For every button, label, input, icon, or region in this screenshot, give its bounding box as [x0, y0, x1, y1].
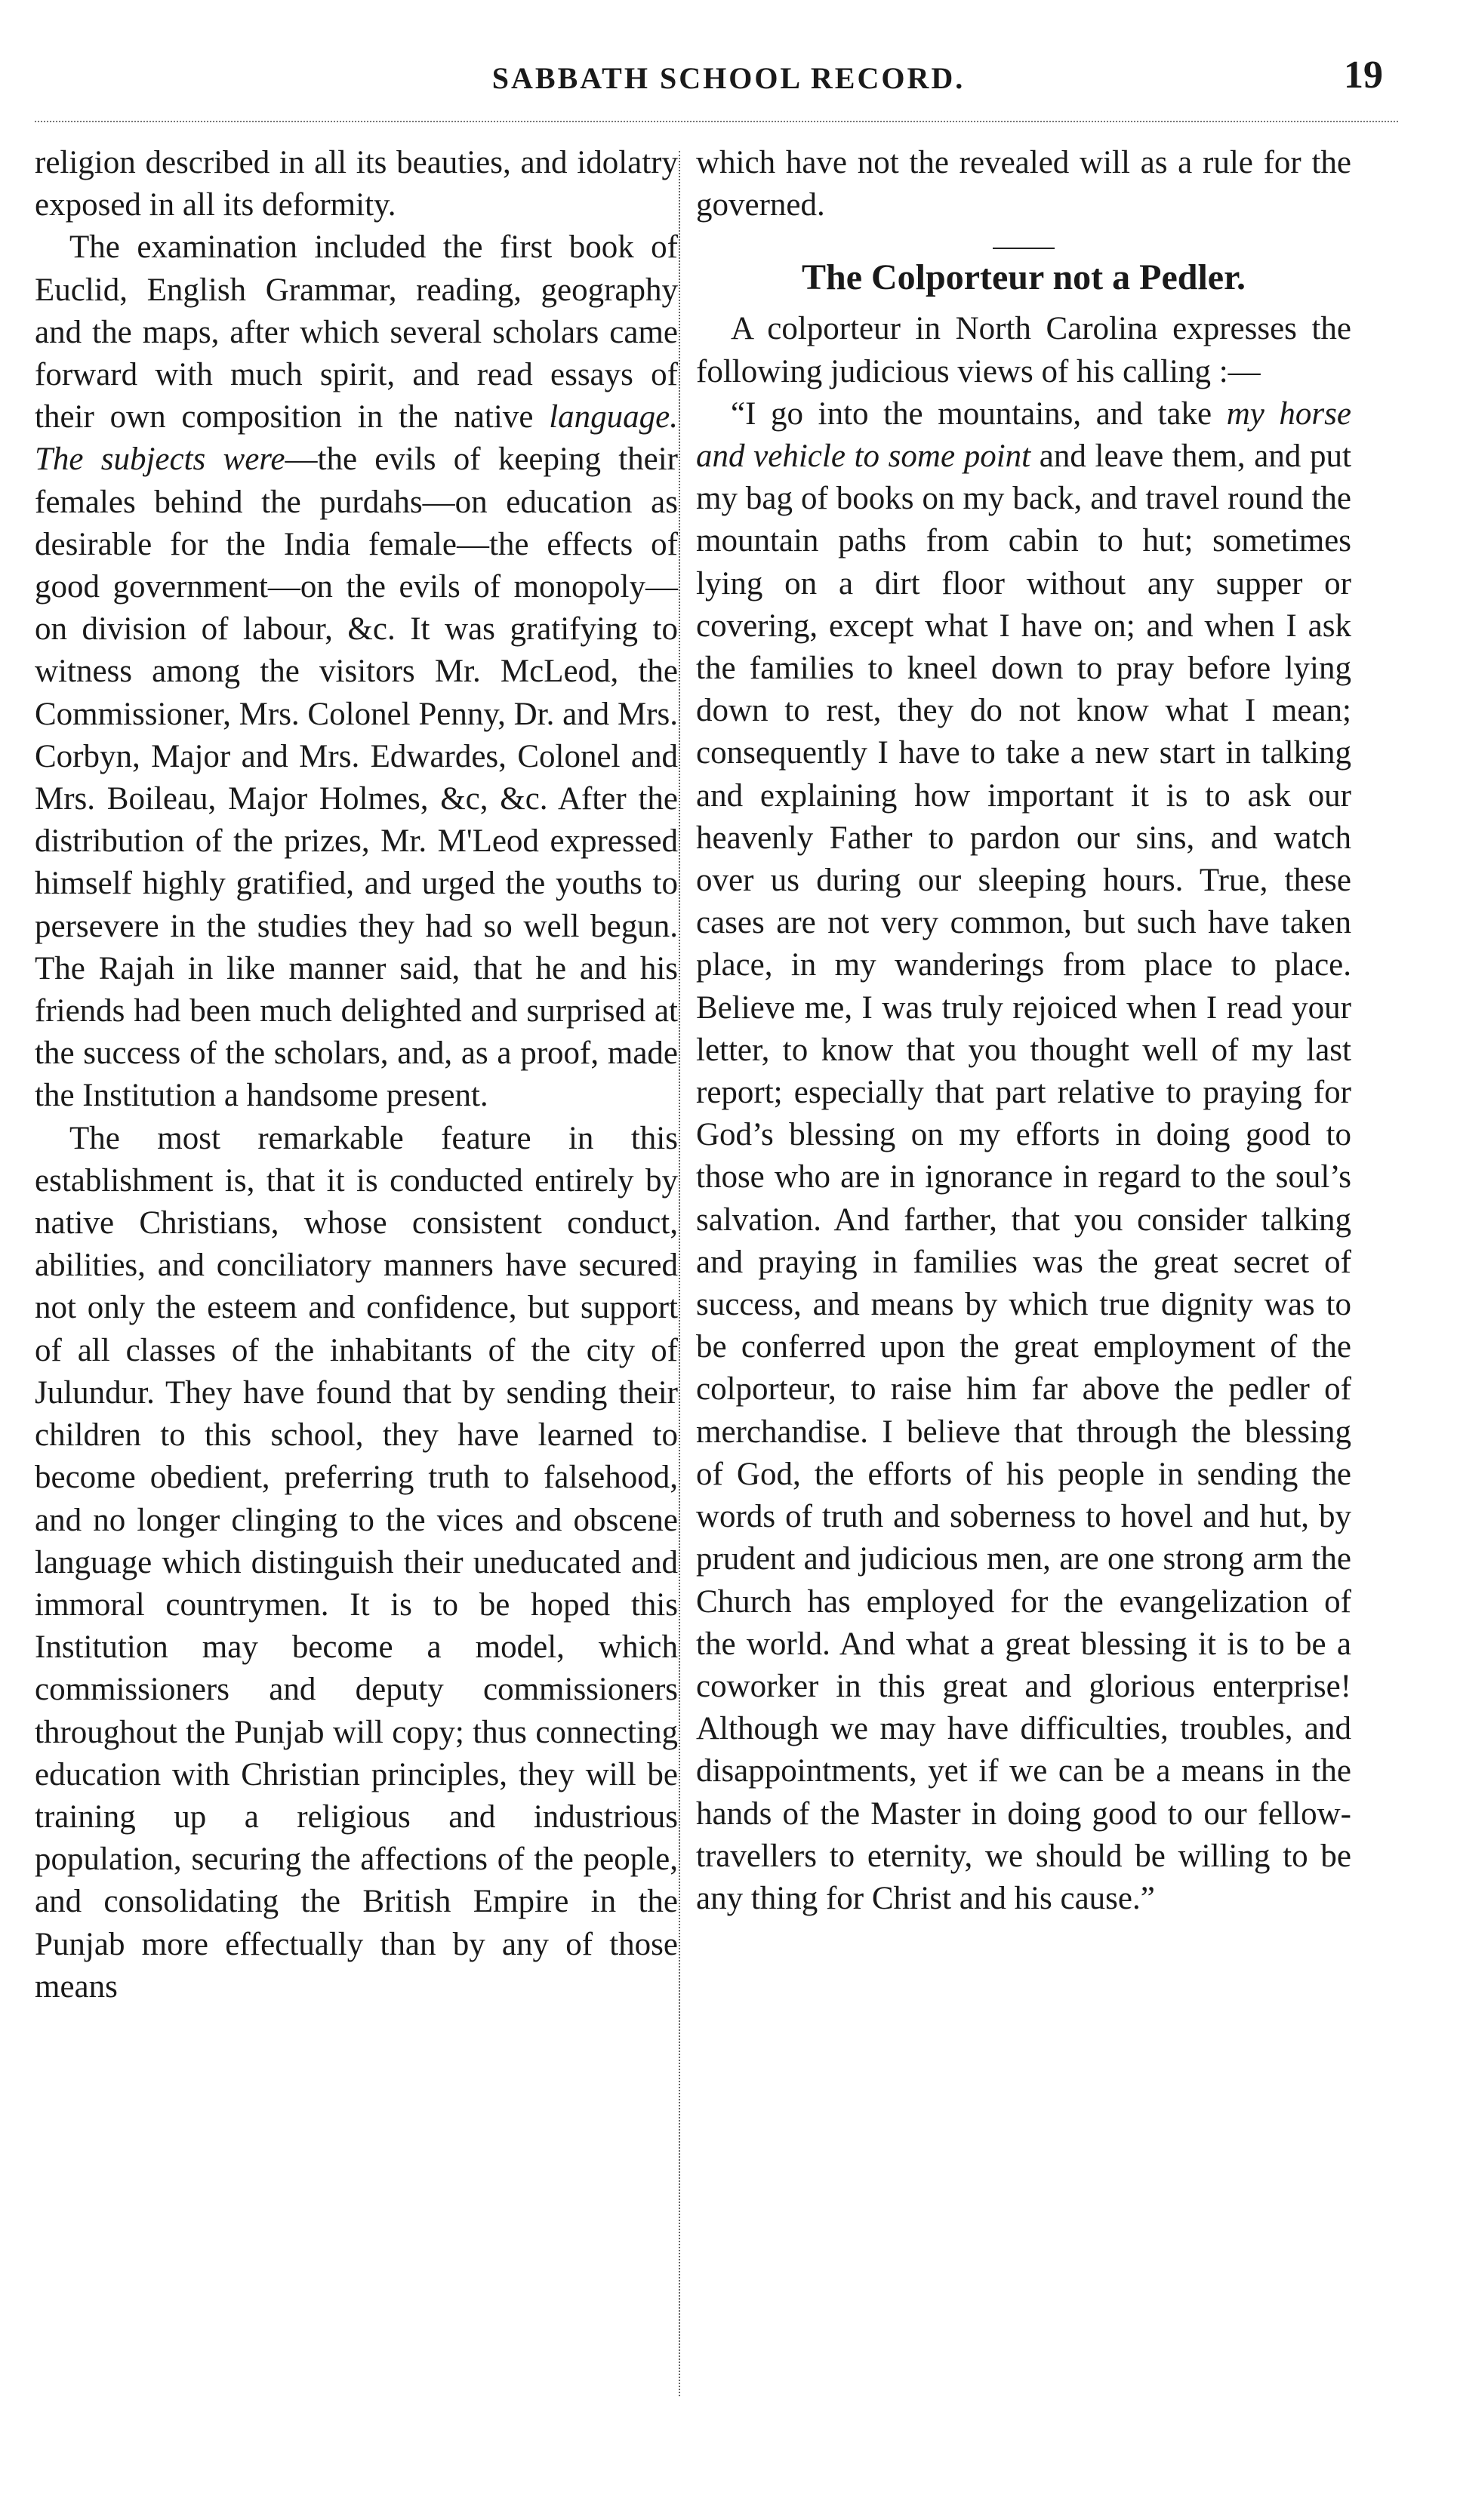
page-number: 19	[1344, 54, 1383, 97]
left-paragraph-2-italic: language. The subjects were	[35, 399, 678, 478]
article-heading: The Colporteur not a Pedler.	[802, 257, 1246, 298]
running-title: SABBATH SCHOOL RECORD.	[491, 61, 966, 95]
left-paragraph-3: The most remarkable feature in this establishment is, that it is conducted entirely by native Christians, whose consistent conduct, abilities, and conciliatory manners have secured not only the esteem and confidence, but support of all classes of the inhabitants of the city of Julundur. They have found that by sending their children to this school, they have learned to become obedient, preferring truth to falsehood, and no longer clinging to the vices and obscene language which distinguish their uneducated and immoral countrymen. It is to be hoped this Institution may become a model, which commissioners and deputy commissioners throughout the Punjab will copy; thus connecting education with Christian principles, they will be training up a religious and industrious population, securing the affections of the people, and consolidating the British Empire in the Punjab more effectually than by any of those means	[35, 1120, 678, 2005]
section-rule	[993, 248, 1055, 249]
running-header	[0, 53, 1457, 113]
right-paragraph-1: which have not the revealed will as a rule for the governed.	[696, 145, 1351, 223]
right-paragraph-3	[696, 393, 1351, 1920]
right-paragraph-3-text-c: and leave them, and put my bag of books on my back, and travel round the mountain paths from cabin to hut; sometimes lying on a dirt floor without any supper or covering, except what I have on; and when I ask the families to kneel down to pray before lying down to rest, they do not know what I mean; consequently I have to take a new start in talking and explaining how important it is to ask our heavenly Father to pardon our sins, and watch over us during our sleeping hours. True, these cases are not very common, but such have taken place, in my wanderings from place to place. Believe me, I was truly rejoiced when I read your letter, to know that you thought well of my last report; especially that part relative to praying for God’s blessing on my efforts in doing good to those who are in ignorance in regard to the soul’s salvation. And farther, that you consider talking and praying in families was the great secret of success, and means by which true dignity was to be conferred upon the great employment of the colporteur, to raise him far above the pedler of merchandise. I believe that through the blessing of God, the efforts of his people in sending the words of truth and soberness to hovel and hut, by prudent and judicious men, are one strong arm the Church has employed for the evangelization of the world. And what a great blessing it is to be a coworker in this great and glorious enterprise! Although we may have difficulties, troubles, and disappointments, yet if we can be a means in the hands of the Master in doing good to our fellow-travellers to eternity, we should be willing to be any thing for Christ and his cause.”	[696, 438, 1351, 1916]
left-paragraph-1: religion described in all its beauties, and idolatry exposed in all its deformity.	[35, 145, 678, 223]
header-rule	[35, 121, 1398, 122]
left-column	[35, 142, 678, 2008]
left-paragraph-2-text-c: —the evils of keeping their females behind the purdahs—on education as desirable for the India female—the effects of good government—on the evils of monopoly—on division of labour, &c. It was gratifying to witness among the visitors Mr. McLeod, the Commissioner, Mrs. Colonel Penny, Dr. and Mrs. Corbyn, Major and Mrs. Edwardes, Colonel and Mrs. Boileau, Major Holmes, &c, &c. After the distribution of the prizes, Mr. M'Leod expressed himself highly gratified, and urged the youths to persevere in the studies they had so well begun. The Rajah in like manner said, that he and his friends had been much delighted and surprised at the success of the scholars, and, as a proof, made the Institution a handsome present.	[35, 442, 679, 1114]
left-paragraph-2	[35, 226, 678, 1117]
left-paragraph-2-text-a: The examination included the first book of Euclid, English Grammar, reading, geography and the maps, after which several scholars came forward with much spirit, and read essays of their own composition in the native	[35, 229, 678, 435]
right-paragraph-3-text-a: “I go into the mountains, and take	[731, 395, 1227, 432]
right-paragraph-2: A colporteur in North Carolina expresses the following judicious views of his calling :—	[696, 311, 1351, 389]
column-divider	[679, 151, 680, 2396]
right-column	[696, 142, 1351, 1920]
right-paragraph-3-italic: my horse and vehicle to some point	[696, 395, 1351, 475]
